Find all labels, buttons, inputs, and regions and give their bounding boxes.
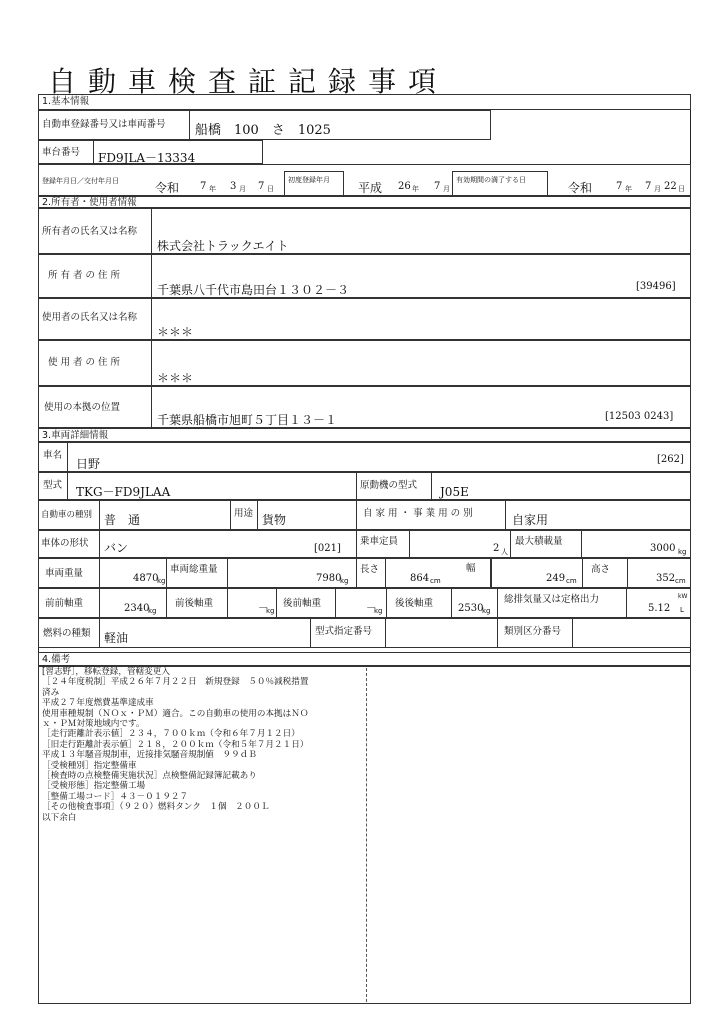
weight-label-cell xyxy=(38,558,100,588)
width-divider xyxy=(490,558,492,588)
chassis-label-cell xyxy=(38,140,94,164)
displacement-value: 5.12 xyxy=(648,603,671,614)
front-front-axle-label: 前前軸重 xyxy=(45,598,84,609)
owner-address-code: [39496] xyxy=(636,281,676,292)
first-label-cell xyxy=(284,171,344,196)
remark-line: [習志野］，移転登録，管轄変更入 xyxy=(42,667,170,677)
displacement-unit-kw: kW xyxy=(678,593,688,600)
expiry-year: 7 xyxy=(616,181,623,192)
expiry-day-unit: 日 xyxy=(678,185,685,193)
kind-label: 自動車の種別 xyxy=(41,510,93,520)
fr-label-cell xyxy=(166,588,228,618)
gross-label-cell xyxy=(166,558,228,588)
user-address-value: ＊＊＊ xyxy=(157,371,194,385)
engine-model-value: J05E xyxy=(440,485,469,499)
owner-address-label: 所有者の住所 xyxy=(48,270,124,281)
user-name-label: 使用者の氏名又は名称 xyxy=(42,312,138,323)
reg-value-cell xyxy=(189,110,491,140)
height-value: 352 xyxy=(656,573,676,584)
remarks-column-divider xyxy=(366,668,367,1002)
remark-line: 使用車種規制（ＮＯｘ・ＰＭ）適合。この自動車の使用の本拠はＮＯ xyxy=(42,708,309,719)
maxload-label-cell xyxy=(510,530,582,558)
capacity-label: 乗車定員 xyxy=(360,536,399,547)
rear-front-axle-unit: kg xyxy=(374,607,383,615)
length-label: 長さ xyxy=(360,564,380,575)
base-location-label: 使用の本拠の位置 xyxy=(44,402,121,413)
remark-line: ［整備工場コード］４３－０１９２７ xyxy=(42,791,189,802)
first-reg-month: 7 xyxy=(434,181,441,192)
owner-address-value: 千葉県八千代市島田台１３０２－３ xyxy=(157,283,350,297)
disp-label-cell xyxy=(497,588,627,618)
remark-line: ［検査時の点検整備実施状況］点検整備記録簿記載あり xyxy=(42,771,257,782)
remark-line: ［走行距離計表示値］２３４，７００ｋｍ（令和６年７月１２日） xyxy=(42,729,300,740)
regdate-era: 令和 xyxy=(155,181,180,195)
gross-value: 7980 xyxy=(316,573,342,584)
rear-rear-axle-unit: kg xyxy=(482,607,491,615)
width-unit: cm xyxy=(566,577,577,585)
user-name-label-cell xyxy=(38,298,152,340)
first-reg-era: 平成 xyxy=(358,181,383,195)
purpose-value: 自家用 xyxy=(512,513,549,527)
front-rear-axle-unit: kg xyxy=(266,607,275,615)
rear-front-axle-value: － xyxy=(366,603,376,614)
capacity-label-cell xyxy=(356,530,410,558)
category-number-label: 類別区分番号 xyxy=(504,626,562,637)
rear-rear-axle-label: 後後軸重 xyxy=(395,598,434,609)
expiry-label-cell xyxy=(452,171,548,196)
reg-label-cell xyxy=(38,110,190,140)
rf-label-cell xyxy=(276,588,336,618)
weight-label: 車両重量 xyxy=(45,568,84,579)
expiry-label: 有効期間の満了する日 xyxy=(456,176,526,184)
maxload-unit: kg xyxy=(678,548,687,556)
type-designation-label: 型式指定番号 xyxy=(315,626,373,637)
section-header-vehicle xyxy=(38,428,691,442)
length-label-cell xyxy=(356,558,386,588)
capacity-unit: 人 xyxy=(501,548,508,556)
height-unit: cm xyxy=(675,577,686,585)
section-title: 2.所有者・使用者情報 xyxy=(42,197,137,208)
maker-label: 車名 xyxy=(43,450,63,461)
chassis-label: 車台番号 xyxy=(42,147,81,158)
fuel-label-cell xyxy=(38,618,100,648)
base-location-label-cell xyxy=(38,386,152,428)
owner-name-label-cell xyxy=(38,208,152,254)
expiry-era: 令和 xyxy=(568,181,593,195)
engine-model-label: 原動機の型式 xyxy=(360,480,418,491)
front-rear-axle-label: 前後軸重 xyxy=(175,598,214,609)
length-value: 864 xyxy=(410,573,430,584)
remarks-text xyxy=(42,667,308,823)
length-unit: cm xyxy=(430,577,441,585)
maker-code: [262] xyxy=(657,454,684,465)
front-front-axle-unit: kg xyxy=(148,607,157,615)
weight-unit: kg xyxy=(157,577,166,585)
section-header-remarks xyxy=(38,652,691,666)
body-value: バン xyxy=(104,541,129,555)
regdate-day: 7 xyxy=(258,181,265,192)
purpose-label-cell xyxy=(356,500,506,530)
regdate-month: 3 xyxy=(230,181,237,192)
regdate-label: 登録年月日／交付年月日 xyxy=(42,177,119,185)
weight-value: 4870 xyxy=(133,573,159,584)
rear-rear-axle-value: 2530 xyxy=(458,603,484,614)
expiry-month-unit: 月 xyxy=(654,185,661,193)
first-reg-label: 初度登録年月 xyxy=(288,176,330,184)
maker-label-cell xyxy=(38,442,68,472)
gross-label: 車両総重量 xyxy=(170,564,218,575)
reg-number-label: 自動車登録番号又は車両番号 xyxy=(42,119,166,130)
maxload-label: 最大積載量 xyxy=(515,536,563,547)
maker-row xyxy=(38,442,691,472)
fuel-label: 燃料の種類 xyxy=(43,628,91,639)
expiry-day: 22 xyxy=(664,181,677,192)
front-rear-axle-value: － xyxy=(258,603,268,614)
expiry-month: 7 xyxy=(645,181,652,192)
maker-value: 日野 xyxy=(76,457,101,471)
displacement-label: 総排気量又は定格出力 xyxy=(504,594,600,605)
section-title: 1.基本情報 xyxy=(42,96,90,107)
capacity-value: 2 xyxy=(493,543,500,554)
chassis-value-cell xyxy=(93,140,263,164)
regdate-day-unit: 日 xyxy=(267,185,274,193)
reg-number-value: 船橋 100 さ 1025 xyxy=(195,123,331,138)
height-label: 高さ xyxy=(591,564,611,575)
width-value: 249 xyxy=(546,573,566,584)
first-reg-year-unit: 年 xyxy=(412,185,419,193)
first-reg-year: 26 xyxy=(398,181,411,192)
remark-line: 以下余白 xyxy=(42,812,77,823)
owner-name-label: 所有者の氏名又は名称 xyxy=(42,226,138,237)
model-label-cell xyxy=(38,472,68,500)
body-code: [021] xyxy=(314,543,341,554)
section-title: 3.車両詳細情報 xyxy=(42,430,109,441)
kind-label-cell xyxy=(38,500,100,530)
user-address-label: 使用者の住所 xyxy=(48,357,124,368)
remark-line: ［２４年度税制］平成２６年７月２２日 新規登録 ５０％減税措置 xyxy=(42,677,309,688)
remark-line: ［受検種別］指定整備車 xyxy=(42,760,137,771)
remark-line: ［旧走行距離計表示値］２１８，２００ｋｍ（令和５年７月２１日） xyxy=(42,739,309,750)
use-label: 用途 xyxy=(234,508,254,519)
owner-name-value: 株式会社トラックエイト xyxy=(157,239,289,253)
base-location-code: [12503 0243] xyxy=(605,411,674,422)
body-label: 車体の形状 xyxy=(41,538,89,549)
kind-value: 普 通 xyxy=(104,513,141,527)
regdate-year-unit: 年 xyxy=(209,185,216,193)
regdate-year: 7 xyxy=(200,181,207,192)
document-title: 自動車検査証記録事項 xyxy=(48,65,449,98)
owner-address-label-cell xyxy=(38,254,152,298)
section-header-owner xyxy=(38,196,691,208)
gross-unit: kg xyxy=(340,577,349,585)
maxload-value: 3000 xyxy=(650,543,676,554)
category-label-cell xyxy=(497,618,573,648)
remark-line: ｘ・ＰＭ対策地域内です。 xyxy=(42,719,145,730)
displacement-unit-l: L xyxy=(680,606,684,614)
width-label: 幅 xyxy=(466,563,476,574)
remark-line: ［受検形態］指定整備工場 xyxy=(42,781,146,792)
ff-label-cell xyxy=(38,588,100,618)
model-label: 型式 xyxy=(43,480,63,491)
remark-line: 平成１３年騒音規制車，近接排気騒音規制値 ９９ｄＢ xyxy=(42,750,257,761)
base-location-value: 千葉県船橋市旭町５丁目１３－１ xyxy=(157,413,338,427)
purpose-label: 自 家 用 ・ 事 業 用 の 別 xyxy=(363,508,473,519)
expiry-year-unit: 年 xyxy=(625,185,632,193)
engine-label-cell xyxy=(356,472,432,500)
typeno-label-cell xyxy=(310,618,386,648)
user-address-label-cell xyxy=(38,340,152,386)
section-header-basic xyxy=(38,94,691,110)
model-value: TKG－FD9JLAA xyxy=(76,485,171,499)
regdate-month-unit: 月 xyxy=(239,185,246,193)
front-front-axle-value: 2340 xyxy=(124,603,150,614)
rear-front-axle-label: 後前軸重 xyxy=(283,598,322,609)
use-value: 貨物 xyxy=(262,513,287,527)
use-label-cell xyxy=(230,500,258,530)
section-title: 4.備考 xyxy=(42,654,71,665)
first-reg-month-unit: 月 xyxy=(443,185,450,193)
height-label-cell xyxy=(582,558,628,588)
remark-line: 済み xyxy=(42,687,60,698)
user-name-value: ＊＊＊ xyxy=(157,325,194,339)
remark-line: ［その他検査事項］（９２０）燃料タンク １個 ２００Ｌ xyxy=(42,802,270,813)
rr-label-cell xyxy=(386,588,452,618)
body-label-cell xyxy=(38,530,100,558)
chassis-value: FD9JLA－13334 xyxy=(98,151,196,165)
remark-line: 平成２７年度燃費基準達成車 xyxy=(42,698,154,709)
fuel-value: 軽油 xyxy=(104,631,129,645)
